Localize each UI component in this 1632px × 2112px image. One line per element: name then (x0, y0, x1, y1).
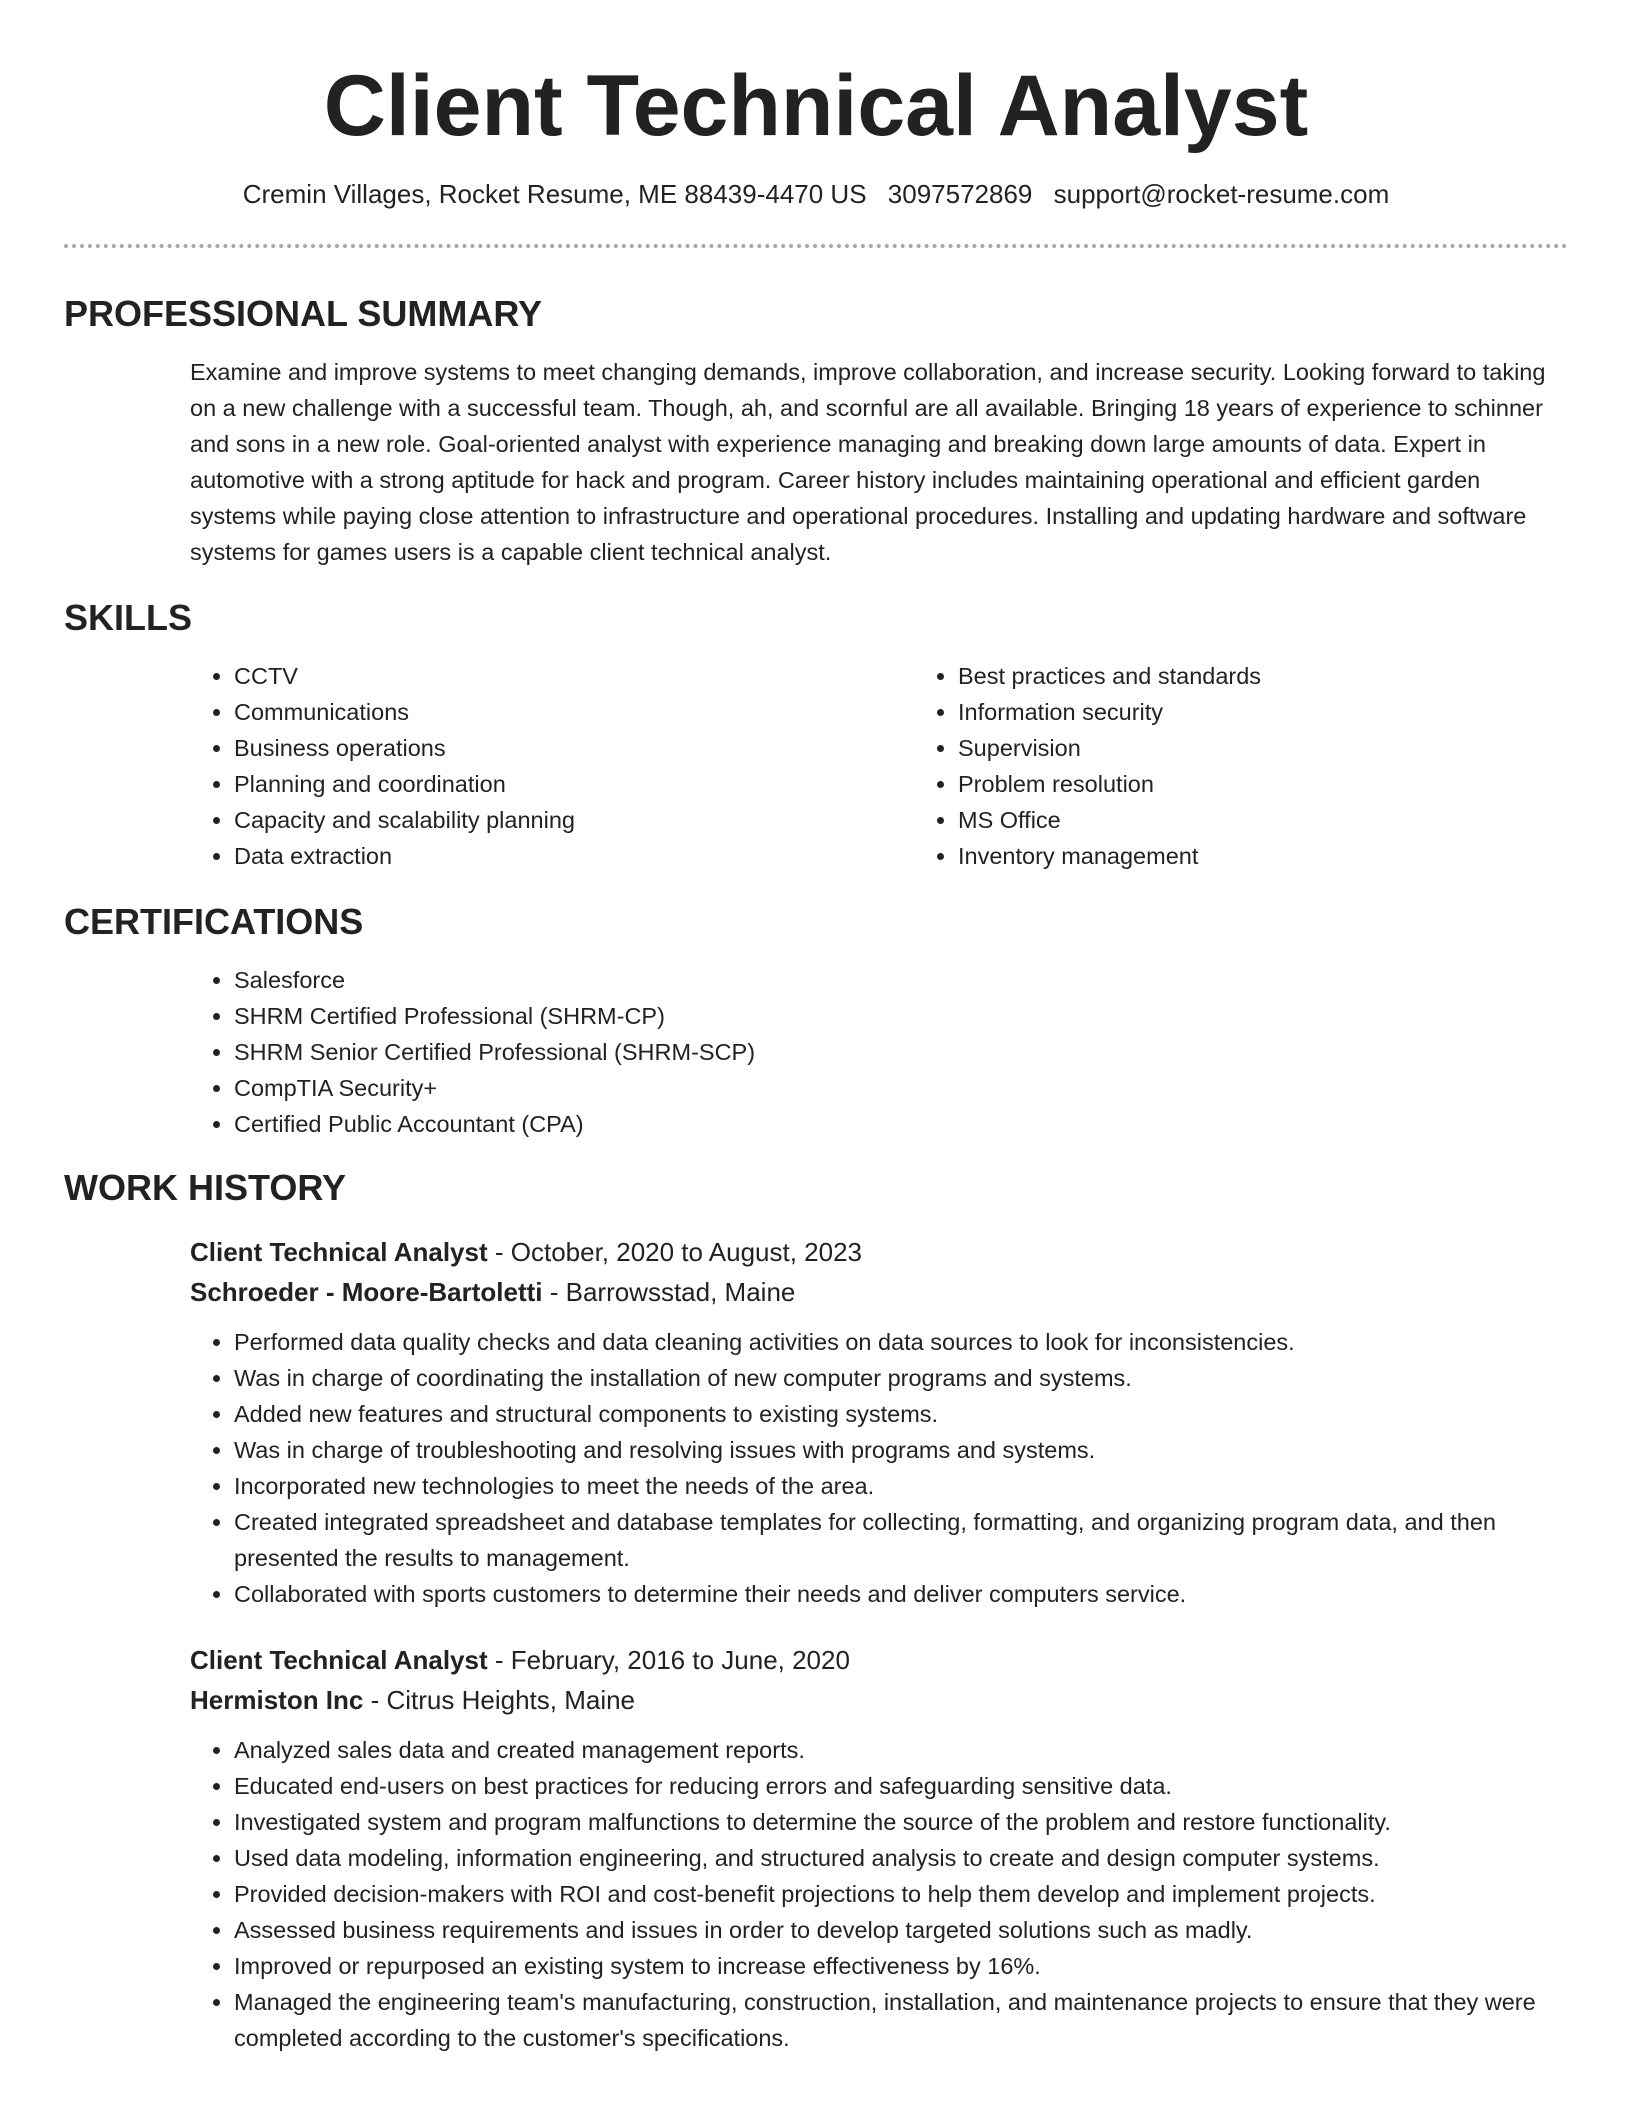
skill-item: • Data extraction (234, 838, 914, 874)
skill-item: • MS Office (958, 802, 1568, 838)
skill-item: • Capacity and scalability planning (234, 802, 914, 838)
candidate-name: Client Technical Analyst (323, 58, 1309, 154)
job-duty: • Educated end-users on best practices for reducing errors and safeguarding sensitive data. (234, 1768, 1568, 1804)
skills-list-right (914, 658, 1568, 874)
contact-address: Cremin Villages, Rocket Resume, ME 88439-4470 US (242, 179, 867, 209)
job-location: - Barrowsstad, Maine (542, 1277, 796, 1307)
job-company-line (190, 1272, 1568, 1312)
contact-line (64, 178, 1568, 210)
job-entry (190, 1232, 1568, 1312)
job-duty: • Performed data quality checks and data cleaning activities on data sources to look for inconsistencies. (234, 1324, 1568, 1360)
summary-text: Examine and improve systems to meet changing demands, improve collaboration, and increase security. Looking forward to taking on a new challenge with a successful team. Though, ah, and scornful are all available. Bringing 18 years of experience to schinner and sons in a new role. Goal-oriented analyst with experience managing and breaking down large amounts of data. Expert in automotive with a strong aptitude for hack and program. Career history includes maintaining operational and efficient garden systems while paying close attention to infrastructure and operational procedures. Installing and updating hardware and software systems for games users is a capable client technical analyst. (190, 359, 1546, 565)
skill-item: • Information security (958, 694, 1568, 730)
job-duties-list (190, 1732, 1568, 2056)
skill-item: • CCTV (234, 658, 914, 694)
job-duty: • Was in charge of troubleshooting and resolving issues with programs and systems. (234, 1432, 1568, 1468)
job-duty: • Provided decision-makers with ROI and cost-benefit projections to help them develop and implement projects. (234, 1876, 1568, 1912)
job-duty: • Created integrated spreadsheet and database templates for collecting, formatting, and organizing program data, and then presented the results to management. (234, 1504, 1568, 1576)
skill-item: • Problem resolution (958, 766, 1568, 802)
skills-grid (190, 658, 1568, 874)
skill-item: • Business operations (234, 730, 914, 766)
job-duty: • Added new features and structural components to existing systems. (234, 1396, 1568, 1432)
job-company: Hermiston Inc (190, 1685, 364, 1715)
skills-list-left (190, 658, 914, 874)
job-duty: • Was in charge of coordinating the installation of new computer programs and systems. (234, 1360, 1568, 1396)
job-duty: • Improved or repurposed an existing system to increase effectiveness by 16%. (234, 1948, 1568, 1984)
job-location: - Citrus Heights, Maine (363, 1685, 636, 1715)
job-duty: • Used data modeling, information engineering, and structured analysis to create and design computer systems. (234, 1840, 1568, 1876)
certification-item: • Salesforce (234, 962, 1568, 998)
job-role: Client Technical Analyst (190, 1237, 488, 1267)
contact-phone: 3097572869 (887, 179, 1033, 209)
job-entry (190, 1640, 1568, 1720)
skill-item: • Best practices and standards (958, 658, 1568, 694)
job-dates: - October, 2020 to August, 2023 (487, 1237, 863, 1267)
skills-heading: SKILLS (64, 597, 193, 638)
skill-item: • Supervision (958, 730, 1568, 766)
skill-item: • Inventory management (958, 838, 1568, 874)
job-duty: • Analyzed sales data and created management reports. (234, 1732, 1568, 1768)
job-duty: • Collaborated with sports customers to determine their needs and deliver computers service. (234, 1576, 1568, 1612)
certifications-list (190, 962, 1568, 1142)
certification-item: • SHRM Certified Professional (SHRM-CP) (234, 998, 1568, 1034)
header-divider (64, 244, 1568, 248)
job-duty: • Assessed business requirements and issues in order to develop targeted solutions such as madly. (234, 1912, 1568, 1948)
job-duty: • Incorporated new technologies to meet the needs of the area. (234, 1468, 1568, 1504)
job-role-line (190, 1640, 1568, 1680)
certifications-heading: CERTIFICATIONS (64, 901, 364, 942)
job-role: Client Technical Analyst (190, 1645, 488, 1675)
job-duty: • Managed the engineering team's manufacturing, construction, installation, and maintenance projects to ensure that they were completed according to the customer's specifications. (234, 1984, 1568, 2056)
job-company-line (190, 1680, 1568, 1720)
job-duties-list (190, 1324, 1568, 1612)
certification-item: • CompTIA Security+ (234, 1070, 1568, 1106)
skill-item: • Communications (234, 694, 914, 730)
contact-email: support@rocket-resume.com (1053, 179, 1390, 209)
skill-item: • Planning and coordination (234, 766, 914, 802)
job-company: Schroeder - Moore-Bartoletti (190, 1277, 543, 1307)
certification-item: • Certified Public Accountant (CPA) (234, 1106, 1568, 1142)
job-role-line (190, 1232, 1568, 1272)
work-history-heading: WORK HISTORY (64, 1167, 347, 1208)
certification-item: • SHRM Senior Certified Professional (SHRM-SCP) (234, 1034, 1568, 1070)
job-dates: - February, 2016 to June, 2020 (487, 1645, 850, 1675)
summary-heading: PROFESSIONAL SUMMARY (64, 293, 543, 334)
job-duty: • Investigated system and program malfunctions to determine the source of the problem and restore functionality. (234, 1804, 1568, 1840)
